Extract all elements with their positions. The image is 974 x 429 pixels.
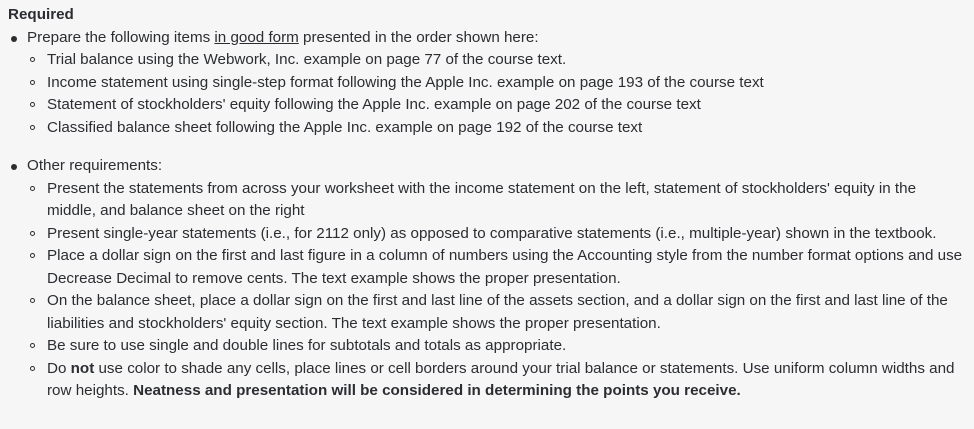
other-requirements-label: Other requirements: [27,157,163,174]
neatness-emphasis: Neatness and presentation will be considered in determining the points you receive. [133,382,741,399]
prepare-sublist [27,49,966,139]
in-good-form-link[interactable]: in good form [214,28,299,46]
list-item-prepare [8,27,966,140]
list-item: Present the statements from across your worksheet with the income statement on the left, statement of stockholders' equity in the middle, and balance sheet on the right [27,178,966,223]
list-item-last [27,358,966,403]
list-item: Statement of stockholders' equity following the Apple Inc. example on page 202 of the course text [27,94,966,117]
other-sublist [27,178,966,403]
list-item: Be sure to use single and double lines for subtotals and totals as appropriate. [27,335,966,358]
heading: Required [8,6,74,23]
list-item: On the balance sheet, place a dollar sign on the first and last line of the assets section, and a dollar sign on the first and last line of the liabilities and stockholders' equity section. The text example shows the proper presentation. [27,290,966,335]
spacer [8,139,966,155]
list-item-other [8,155,966,403]
prepare-text-post: presented in the order shown here: [298,28,539,46]
list-item: Classified balance sheet following the Apple Inc. example on page 192 of the course text [27,117,966,140]
not-emphasis: not [70,359,95,377]
list-item: Trial balance using the Webwork, Inc. example on page 77 of the course text. [27,49,966,72]
top-list-2 [8,155,966,403]
top-list [8,27,966,140]
list-item: Income statement using single-step format following the Apple Inc. example on page 193 of the course text [27,72,966,95]
list-item: Place a dollar sign on the first and last figure in a column of numbers using the Accounting style from the number format options and use Decrease Decimal to remove cents. The text example shows the proper presentation. [27,245,966,290]
last-mid: use color to shade any cells, place lines or cell borders around your trial balance or statements. Use uniform column widths and row heights. [47,359,955,399]
list-item: Present single-year statements (i.e., for 2112 only) as opposed to comparative statements (i.e., multiple-year) shown in the textbook. [27,223,966,246]
prepare-text-pre: Prepare the following items [27,28,215,46]
last-pre: Do [47,359,71,377]
